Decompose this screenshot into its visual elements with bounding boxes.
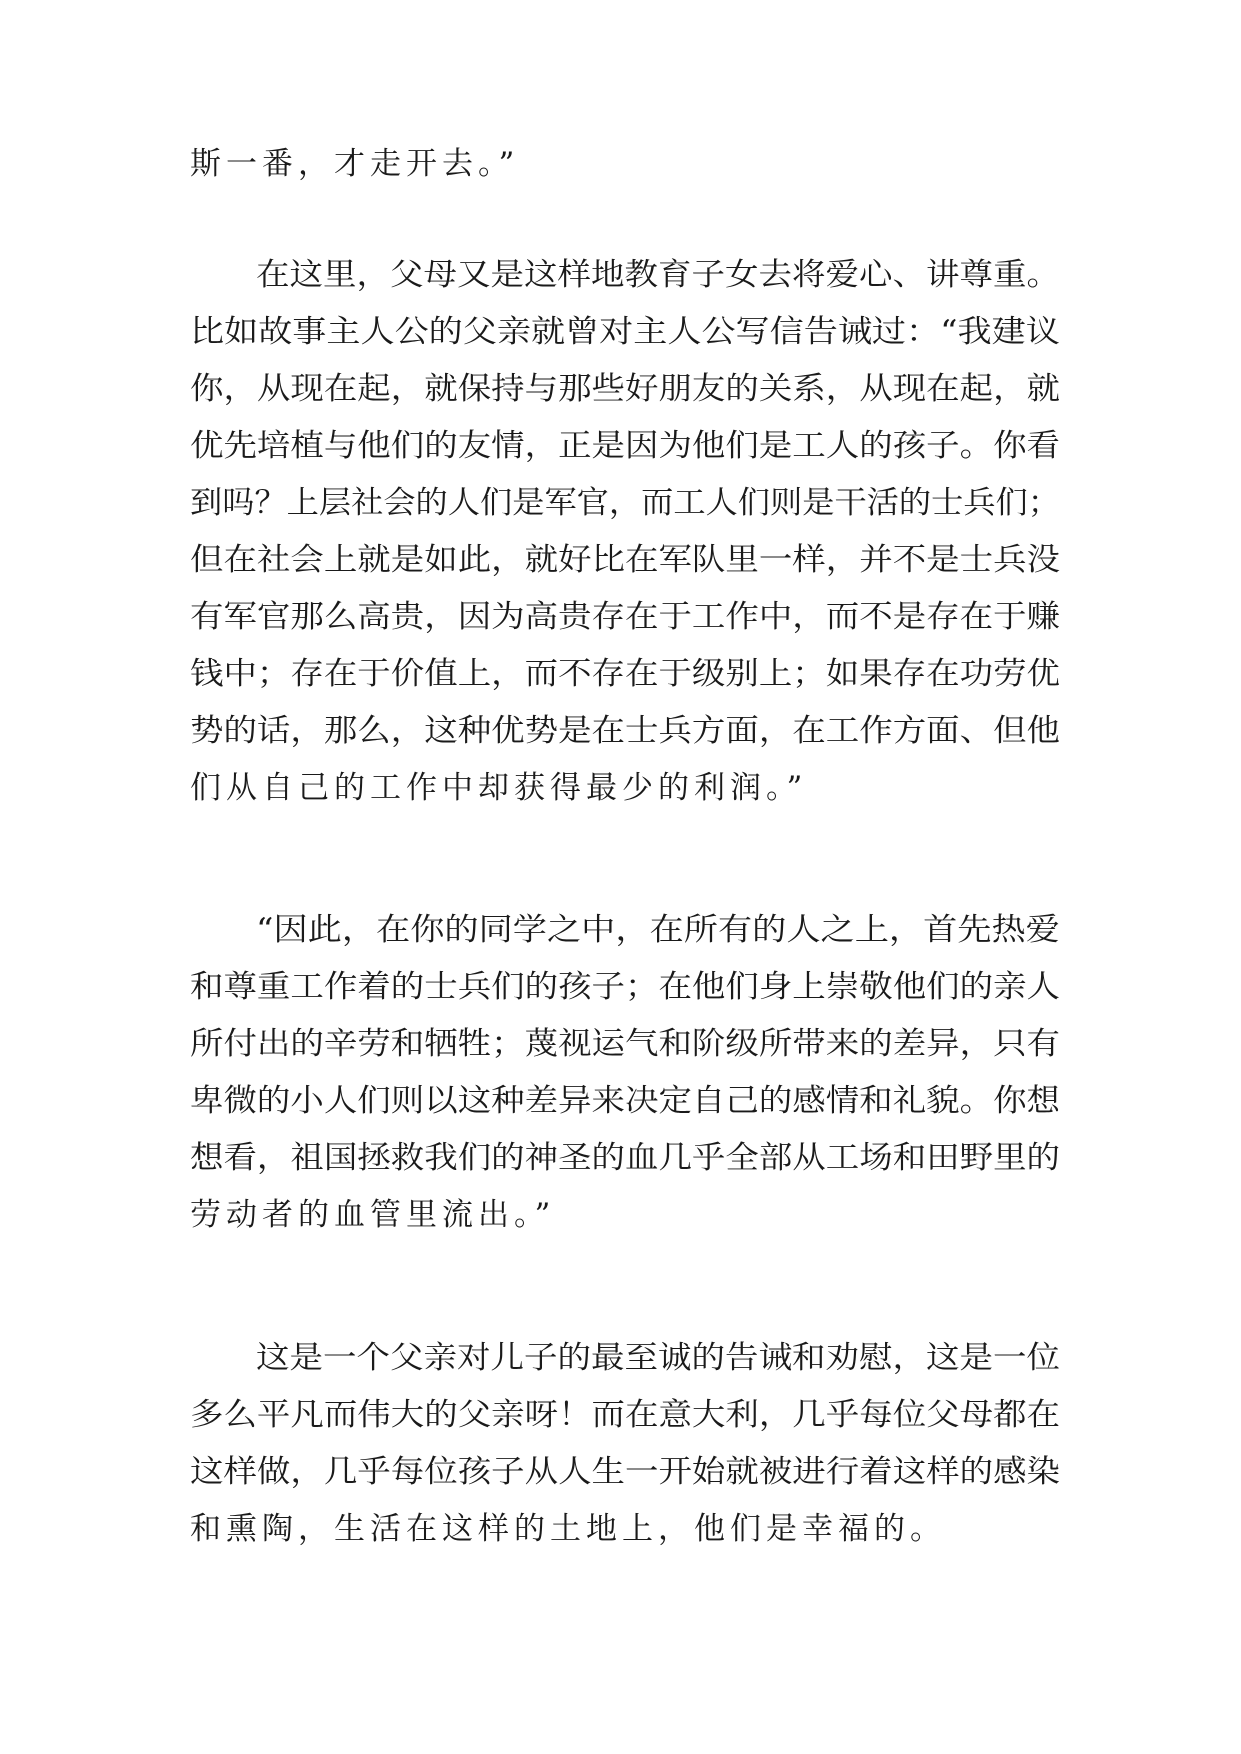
paragraph-3-line-4: 卑微的小人们则以这种差异来决定自己的感情和礼貌。你想 (190, 1083, 1060, 1119)
paragraph-4-line-4: 和熏陶，生活在这样的土地上，他们是幸福的。 (190, 1511, 946, 1547)
paragraph-2-line-4: 优先培植与他们的友情，正是因为他们是工人的孩子。你看 (190, 428, 1060, 464)
paragraph-3-line-5: 想看，祖国拯救我们的神圣的血几乎全部从工场和田野里的 (190, 1140, 1060, 1176)
paragraph-2-line-9: 势的话，那么，这种优势是在士兵方面，在工作方面、但他 (190, 713, 1060, 749)
paragraph-3-line-1: “因此，在你的同学之中，在所有的人之上，首先热爱 (256, 912, 1060, 948)
paragraph-4-line-2: 多么平凡而伟大的父亲呀！而在意大利，几乎每位父母都在 (190, 1397, 1060, 1433)
paragraph-4-line-3: 这样做，几乎每位孩子从人生一开始就被进行着这样的感染 (190, 1454, 1060, 1490)
paragraph-3-line-6: 劳动者的血管里流出。” (190, 1197, 556, 1233)
paragraph-2-line-3: 你，从现在起，就保持与那些好朋友的关系，从现在起，就 (190, 371, 1060, 407)
body-text (190, 0, 1060, 1754)
paragraph-3-line-3: 所付出的辛劳和牺牲；蔑视运气和阶级所带来的差异，只有 (190, 1026, 1060, 1062)
paragraph-2-line-10: 们从自己的工作中却获得最少的利润。” (190, 770, 808, 806)
paragraph-1-line-1: 斯一番，才走开去。” (190, 146, 520, 182)
paragraph-3-line-2: 和尊重工作着的士兵们的孩子；在他们身上崇敬他们的亲人 (190, 969, 1060, 1005)
paragraph-2-line-2: 比如故事主人公的父亲就曾对主人公写信告诫过：“我建议 (190, 314, 1060, 350)
paragraph-2-line-5: 到吗？上层社会的人们是军官，而工人们则是干活的士兵们； (190, 485, 1060, 521)
paragraph-4-line-1: 这是一个父亲对儿子的最至诚的告诫和劝慰，这是一位 (256, 1340, 1060, 1376)
paragraph-2-line-8: 钱中；存在于价值上，而不存在于级别上；如果存在功劳优 (190, 656, 1060, 692)
paragraph-2-line-6: 但在社会上就是如此，就好比在军队里一样，并不是士兵没 (190, 542, 1060, 578)
paragraph-2-line-1: 在这里，父母又是这样地教育子女去将爱心、讲尊重。 (256, 257, 1060, 293)
paragraph-2-line-7: 有军官那么高贵，因为高贵存在于工作中，而不是存在于赚 (190, 599, 1060, 635)
